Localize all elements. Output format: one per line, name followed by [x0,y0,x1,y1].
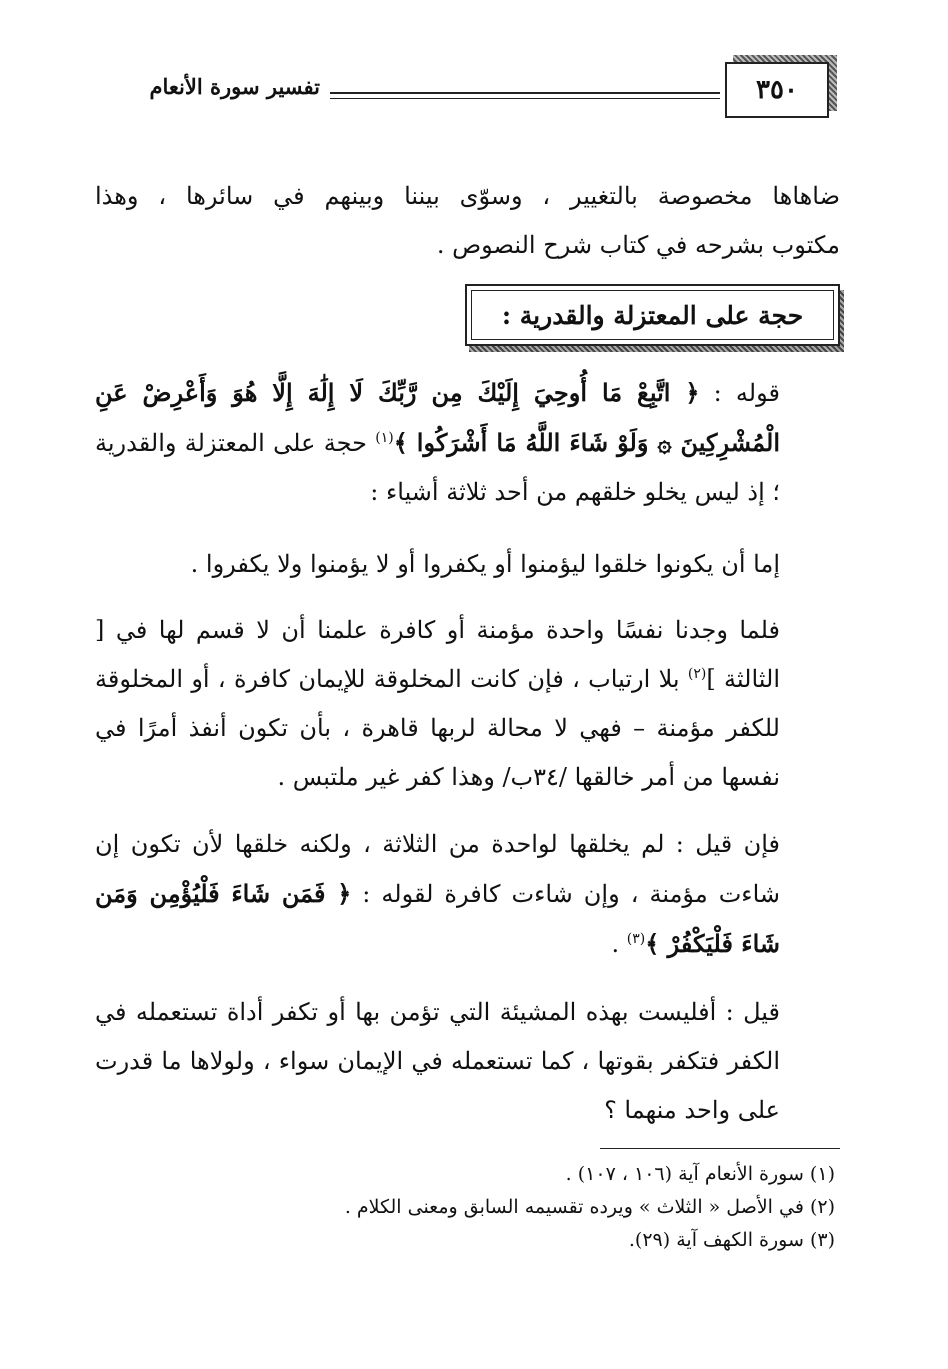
paragraph-4-part-b: بلا ارتياب ، فإن كانت المخلوقة للإيمان كافرة ، أو المخلوقة للكفر مؤمنة – فهي لا محالة لربها قاهرة ، بأن تكون أنفذ أمرًا في نفسها من أمر خالقها /٣٤ب/ وهذا كفر غير ملتبس . [95,665,780,791]
paragraph-2-rest: حجة على المعتزلة والقدرية ؛ إذ ليس يخلو خلقهم من أحد ثلاثة أشياء : [95,429,780,506]
paragraph-5-end: . [611,930,627,958]
footnote-ref-3: (٣) [626,931,646,947]
footnote-3: (٣) سورة الكهف آية (٢٩). [628,1229,835,1251]
footnote-ref-1: (١) [375,430,394,446]
paragraph-2-intro: قوله : [699,379,780,407]
paragraph-2 [95,368,840,517]
quran-verse-2: ﴿ فَمَن شَاءَ فَلْيُؤْمِن وَمَن شَاءَ فَلْيَكْفُرْ ﴾ [95,879,780,958]
page-header [95,62,840,132]
paragraph-6-text: قيل : أفليست بهذه المشيئة التي تؤمن بها أو تكفر أداة تستعمله في الكفر فتكفر بقوتها ، كما تستعمله في الإيمان سواء ، ولولاها ما قدرت على واحد منهما ؟ [95,998,780,1124]
paragraph-5 [95,820,840,969]
footnote-separator [600,1148,840,1149]
paragraph-5-body [95,820,840,969]
paragraph-1-line-2: مكتوب بشرحه في كتاب شرح النصوص . [436,231,840,259]
header-rule [330,92,720,94]
paragraph-5-part-a: فإن قيل : لم يخلقها لواحدة من الثلاثة ، ولكنه خلقها لأن تكون إن شاءت مؤمنة ، وإن شاءت كافرة لقوله : [95,830,780,908]
quran-verse-1: ﴿ اتَّبِعْ مَا أُوحِيَ إِلَيْكَ مِن رَّبِّكَ لَا إِلَٰهَ إِلَّا هُوَ وَأَعْرِضْ عَنِ الْمُشْرِكِينَ ۞ وَلَوْ شَاءَ اللَّهُ مَا أَشْرَكُوا ﴾ [95,378,780,457]
footnote-ref-2: (٢) [687,666,707,682]
footnotes [95,1158,835,1257]
paragraph-4 [95,606,840,802]
section-heading: حجة على المعتزلة والقدرية : [471,290,834,340]
paragraph-1-line-1: ضاهاها مخصوصة بالتغيير ، وسوّى بيننا وبينهم في سائرها ، وهذا [95,182,840,210]
paragraph-1 [95,172,840,270]
footnote-2: (٢) في الأصل « الثلاث » ويرده تقسيمه السابق ومعنى الكلام . [344,1196,835,1218]
paragraph-6 [95,988,840,1135]
page-number: ٣٥٠ [725,62,829,118]
paragraph-3-text: إما أن يكونوا خلقوا ليؤمنوا أو يكفروا أو لا يؤمنوا ولا يكفروا . [190,550,780,578]
paragraph-4-body [95,606,840,802]
paragraph-3 [95,540,840,589]
paragraph-2-body [95,368,840,517]
section-heading-box [465,284,840,346]
paragraph-4-part-a: فلما وجدنا نفسًا واحدة مؤمنة أو كافرة علمنا أن لا قسم لها في [ الثالثة ] [95,616,780,693]
running-title: تفسير سورة الأنعام [149,74,320,99]
footnote-1: (١) سورة الأنعام آية (١٠٦ ، ١٠٧) . [565,1163,835,1185]
header-rule-thin [330,98,720,99]
